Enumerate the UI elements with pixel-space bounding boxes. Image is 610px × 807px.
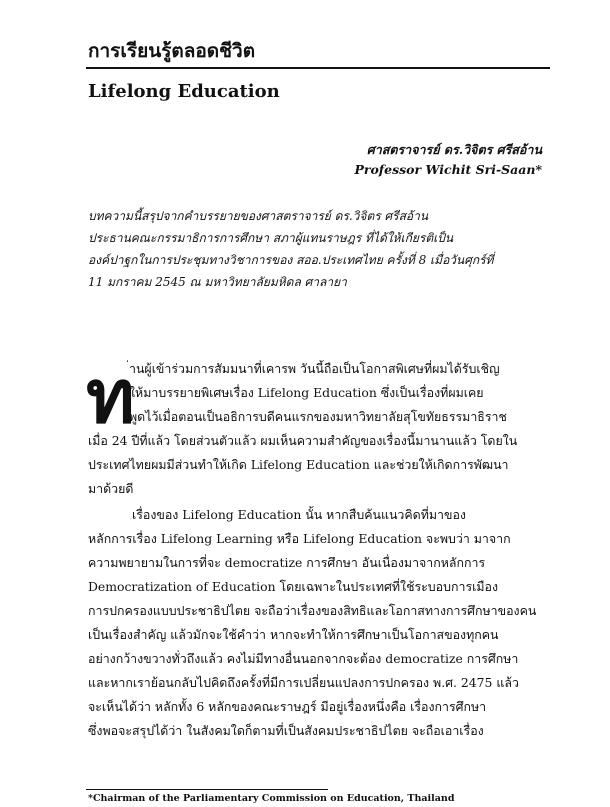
body-line: การปกครองแบบประชาธิปไตย จะถือว่าเรื่องของสิทธิและโอกาสทางการศึกษาของคน [88, 603, 537, 618]
body-line: ประเทศไทยผมมีส่วนทำให้เกิด Lifelong Education และช่วยให้เกิดการพัฒนา [88, 457, 509, 472]
footnote: *Chairman of the Parliamentary Commission on Education, Thailand [88, 793, 455, 804]
footnote-rule [86, 789, 328, 790]
article-title: Lifelong Education [88, 81, 280, 102]
body-line: มาด้วยดี [88, 481, 134, 496]
abstract-line: องค์ปาฐกในการประชุมทางวิชาการของ สออ.ประเทศไทย ครั้งที่ 8 เมื่อวันศุกร์ที่ [88, 253, 494, 267]
body-line: และหากเราย้อนกลับไปคิดถึงครั้งที่มีการเปลี่ยนแปลงการปกครอง พ.ศ. 2475 แล้ว [88, 675, 519, 690]
body-line: หลักการเรื่อง Lifelong Learning หรือ Lifelong Education จะพบว่า มาจาก [88, 531, 511, 546]
body-line: ความพยายามในการที่จะ democratize การศึกษา อันเนื่องมาจากหลักการ [88, 555, 486, 570]
abstract-line: บทความนี้สรุปจากคำบรรยายของศาสตราจารย์ ดร.วิจิตร ศรีสอ้าน [88, 209, 429, 223]
body-line: เรื่องของ Lifelong Education นั้น หากสืบค้นแนวคิดที่มาของ [132, 507, 466, 522]
author-name-thai: ศาสตราจารย์ ดร.วิจิตร ศรีสอ้าน [366, 142, 542, 157]
body-line: Democratization of Education โดยเฉพาะในประเทศที่ใช้ระบอบการเมือง [88, 579, 498, 594]
author-name-english: Professor Wichit Sri-Saan* [354, 162, 542, 177]
body-line: ให้มาบรรยายพิเศษเรื่อง Lifelong Education ซึ่งเป็นเรื่องที่ผมเคย [129, 385, 484, 400]
body-line: เป็นเรื่องสำคัญ แล้วมักจะใช้คำว่า หากจะทำให้การศึกษาเป็นโอกาสของทุกคน [88, 627, 499, 642]
body-line: อย่างกว้างขวางทั่วถึงแล้ว คงไม่มีทางอื่นนอกจากจะต้อง democratize การศึกษา [88, 651, 519, 666]
section-title: การเรียนรู้ตลอดชีวิต [88, 40, 256, 62]
title-rule [86, 67, 550, 69]
body-line: พูดไว้เมื่อตอนเป็นอธิการบดีคนแรกของมหาวิทยาลัยสุโขทัยธรรมาธิราช [129, 409, 507, 424]
body-line: ซึ่งพอจะสรุปได้ว่า ในสังคมใดก็ตามที่เป็นสังคมประชาธิปไตย จะถือเอาเรื่อง [88, 723, 484, 738]
body-line: ่านผู้เข้าร่วมการสัมมนาที่เคารพ วันนี้ถือเป็นโอกาสพิเศษที่ผมได้รับเชิญ [129, 361, 500, 376]
drop-cap: ท [86, 354, 135, 440]
abstract-line: ประธานคณะกรรมาธิการการศึกษา สภาผู้แทนราษฎร ที่ได้ให้เกียรติเป็น [88, 231, 454, 245]
body-line: จะเห็นได้ว่า หลักทั้ง 6 หลักของคณะราษฎร์ มีอยู่เรื่องหนึ่งคือ เรื่องการศึกษา [88, 699, 487, 714]
body-line: เมื่อ 24 ปีที่แล้ว โดยส่วนตัวแล้ว ผมเห็นความสำคัญของเรื่องนี้มานานแล้ว โดยใน [88, 433, 518, 448]
abstract-line: 11 มกราคม 2545 ณ มหาวิทยาลัยมหิดล ศาลายา [88, 275, 347, 289]
